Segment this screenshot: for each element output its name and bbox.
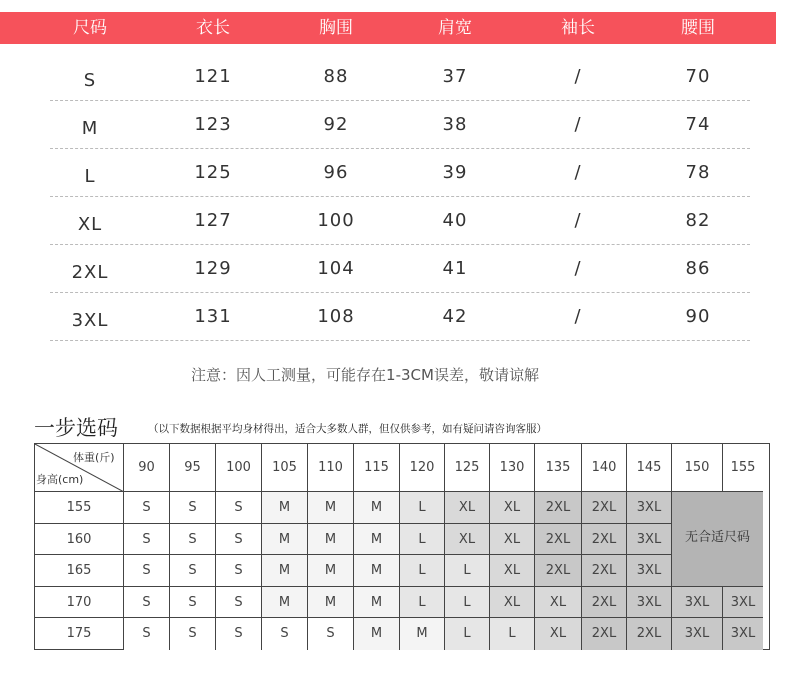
size-cell: 127 bbox=[194, 210, 232, 231]
height-header: 155 bbox=[35, 492, 124, 524]
size-cell: 82 bbox=[685, 210, 711, 231]
size-guide-cell: M bbox=[308, 587, 354, 619]
size-guide-cell: M bbox=[262, 492, 308, 524]
size-guide-cell: L bbox=[490, 618, 535, 650]
size-guide-cell: M bbox=[262, 524, 308, 556]
size-guide-cell: 2XL bbox=[535, 492, 582, 524]
size-guide-cell: L bbox=[400, 524, 445, 556]
weight-header: 115 bbox=[354, 444, 400, 492]
measurement-note: 注意：因人工测量，可能存在1-3CM误差，敬请谅解 bbox=[191, 366, 539, 384]
size-guide-cell: 3XL bbox=[672, 618, 723, 650]
size-guide-cell: S bbox=[170, 555, 216, 587]
size-guide-cell: 2XL bbox=[582, 555, 627, 587]
size-cell: 100 bbox=[317, 210, 355, 231]
guide-subtitle: （以下数据根据平均身材得出，适合大多数人群，但仅供参考，如有疑问请咨询客服） bbox=[148, 423, 547, 435]
size-header-3: 肩宽 bbox=[438, 18, 472, 38]
size-cell: 86 bbox=[685, 258, 711, 279]
size-guide-cell: L bbox=[445, 555, 490, 587]
size-guide-cell: M bbox=[354, 492, 400, 524]
corner-cell bbox=[35, 444, 124, 492]
corner-height-label: 身高(cm) bbox=[36, 473, 84, 486]
size-cell: 41 bbox=[442, 258, 468, 279]
weight-header: 155 bbox=[723, 444, 763, 492]
size-guide-cell: M bbox=[354, 587, 400, 619]
size-cell: / bbox=[574, 162, 582, 183]
size-cell: 90 bbox=[685, 306, 711, 327]
height-header: 175 bbox=[35, 618, 124, 650]
size-row bbox=[50, 244, 750, 293]
size-guide-cell: S bbox=[170, 587, 216, 619]
size-cell: 92 bbox=[323, 114, 349, 135]
size-cell: 108 bbox=[317, 306, 355, 327]
size-guide-cell: S bbox=[124, 618, 170, 650]
size-cell: 3XL bbox=[71, 310, 109, 331]
size-guide-cell: XL bbox=[535, 618, 582, 650]
size-header-4: 袖长 bbox=[561, 18, 595, 38]
size-guide-cell: S bbox=[124, 524, 170, 556]
size-guide-cell: S bbox=[124, 555, 170, 587]
weight-header: 150 bbox=[672, 444, 723, 492]
weight-header: 100 bbox=[216, 444, 262, 492]
size-cell: / bbox=[574, 66, 582, 87]
size-guide-cell: 3XL bbox=[627, 492, 672, 524]
size-guide-cell: 3XL bbox=[723, 618, 763, 650]
size-guide-cell: S bbox=[124, 587, 170, 619]
size-guide-cell: M bbox=[354, 555, 400, 587]
size-row bbox=[50, 100, 750, 149]
weight-header: 95 bbox=[170, 444, 216, 492]
size-guide-cell: M bbox=[400, 618, 445, 650]
size-guide-cell: XL bbox=[445, 524, 490, 556]
size-row bbox=[50, 52, 750, 101]
size-cell: 42 bbox=[442, 306, 468, 327]
weight-header: 125 bbox=[445, 444, 490, 492]
guide-title: 一步选码 bbox=[34, 416, 118, 440]
weight-header: 110 bbox=[308, 444, 354, 492]
size-guide-cell: XL bbox=[490, 524, 535, 556]
size-guide-cell: S bbox=[216, 555, 262, 587]
size-cell: 129 bbox=[194, 258, 232, 279]
size-guide-cell: S bbox=[216, 587, 262, 619]
size-guide-cell: 3XL bbox=[672, 587, 723, 619]
size-header-1: 衣长 bbox=[196, 18, 230, 38]
size-cell: S bbox=[83, 70, 97, 91]
size-cell: 123 bbox=[194, 114, 232, 135]
size-guide-cell: S bbox=[170, 618, 216, 650]
size-cell: XL bbox=[77, 214, 103, 235]
size-guide-cell: 2XL bbox=[582, 492, 627, 524]
size-guide-cell: 2XL bbox=[582, 587, 627, 619]
size-guide-cell: S bbox=[170, 524, 216, 556]
size-guide-cell: M bbox=[262, 555, 308, 587]
size-cell: L bbox=[84, 166, 96, 187]
size-cell: 88 bbox=[323, 66, 349, 87]
size-cell: / bbox=[574, 210, 582, 231]
size-guide-cell: S bbox=[170, 492, 216, 524]
size-header-2: 胸围 bbox=[319, 18, 353, 38]
size-guide-cell: M bbox=[308, 492, 354, 524]
height-header: 160 bbox=[35, 524, 124, 556]
size-cell: 74 bbox=[685, 114, 711, 135]
size-header-5: 腰围 bbox=[681, 18, 715, 38]
size-guide-cell: 2XL bbox=[535, 524, 582, 556]
size-guide-grid bbox=[34, 443, 770, 650]
size-guide-cell: S bbox=[216, 618, 262, 650]
size-cell: / bbox=[574, 114, 582, 135]
size-cell: 78 bbox=[685, 162, 711, 183]
size-table-header bbox=[0, 12, 776, 44]
size-row bbox=[50, 292, 750, 341]
size-guide-cell: XL bbox=[535, 587, 582, 619]
size-guide-cell: M bbox=[308, 524, 354, 556]
size-guide-cell: 3XL bbox=[723, 587, 763, 619]
size-guide-cell: M bbox=[354, 618, 400, 650]
size-guide-cell: M bbox=[262, 587, 308, 619]
size-cell: 104 bbox=[317, 258, 355, 279]
size-guide-cell: XL bbox=[490, 587, 535, 619]
corner-weight-label: 体重(斤) bbox=[73, 451, 115, 464]
size-guide-cell: 3XL bbox=[627, 524, 672, 556]
weight-header: 140 bbox=[582, 444, 627, 492]
size-row bbox=[50, 148, 750, 197]
size-guide-cell: XL bbox=[490, 555, 535, 587]
size-cell: 37 bbox=[442, 66, 468, 87]
weight-header: 90 bbox=[124, 444, 170, 492]
weight-header: 105 bbox=[262, 444, 308, 492]
size-cell: / bbox=[574, 258, 582, 279]
size-cell: 125 bbox=[194, 162, 232, 183]
size-cell: 39 bbox=[442, 162, 468, 183]
size-guide-cell: 3XL bbox=[627, 587, 672, 619]
weight-header: 135 bbox=[535, 444, 582, 492]
weight-header: 130 bbox=[490, 444, 535, 492]
size-guide-cell: L bbox=[400, 587, 445, 619]
size-cell: 40 bbox=[442, 210, 468, 231]
weight-header: 120 bbox=[400, 444, 445, 492]
height-header: 165 bbox=[35, 555, 124, 587]
size-cell: 121 bbox=[194, 66, 232, 87]
size-guide-cell: 2XL bbox=[627, 618, 672, 650]
size-guide-cell: S bbox=[308, 618, 354, 650]
size-guide-cell: L bbox=[400, 555, 445, 587]
size-guide-cell: 2XL bbox=[582, 618, 627, 650]
size-guide-cell: L bbox=[445, 587, 490, 619]
size-header-0: 尺码 bbox=[73, 18, 107, 38]
size-cell: 2XL bbox=[71, 262, 109, 283]
size-guide-cell: S bbox=[124, 492, 170, 524]
size-guide-cell: L bbox=[400, 492, 445, 524]
size-guide-cell: S bbox=[262, 618, 308, 650]
size-guide-cell: S bbox=[216, 524, 262, 556]
size-guide-cell: M bbox=[308, 555, 354, 587]
size-guide-cell: XL bbox=[490, 492, 535, 524]
size-guide-cell: 3XL bbox=[627, 555, 672, 587]
size-cell: 38 bbox=[442, 114, 468, 135]
size-cell: 70 bbox=[685, 66, 711, 87]
size-cell: M bbox=[81, 118, 99, 139]
size-cell: 96 bbox=[323, 162, 349, 183]
height-header: 170 bbox=[35, 587, 124, 619]
size-guide-cell: S bbox=[216, 492, 262, 524]
size-guide-cell: M bbox=[354, 524, 400, 556]
size-guide-cell: L bbox=[445, 618, 490, 650]
size-cell: 131 bbox=[194, 306, 232, 327]
size-row bbox=[50, 196, 750, 245]
no-fit-cell: 无合适尺码 bbox=[672, 492, 763, 587]
weight-header: 145 bbox=[627, 444, 672, 492]
size-guide-cell: 2XL bbox=[582, 524, 627, 556]
size-guide-cell: 2XL bbox=[535, 555, 582, 587]
size-cell: / bbox=[574, 306, 582, 327]
size-guide-cell: XL bbox=[445, 492, 490, 524]
